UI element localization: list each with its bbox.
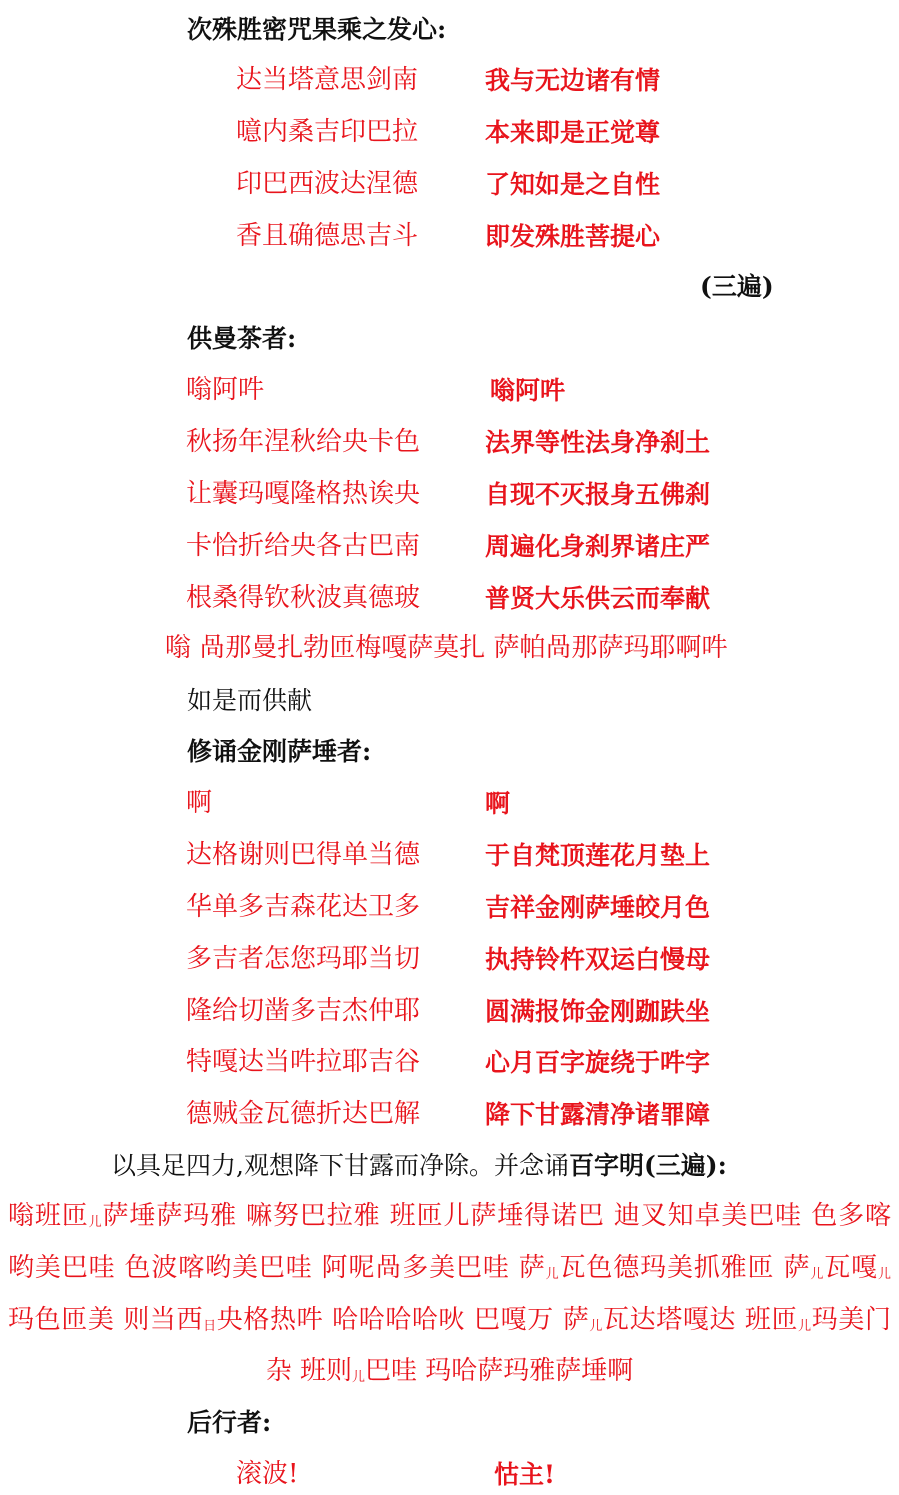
vajrasattva-right-7: 降下甘露清净诸罪障 bbox=[485, 1100, 711, 1129]
section-heading-mandala: 供曼茶者: bbox=[187, 324, 297, 353]
verse-left-1: 达当塔意思剑南 bbox=[236, 65, 419, 95]
mandala-right-1: 嗡阿吽 bbox=[490, 376, 566, 405]
mandala-mantra: 嗡 咼那曼扎勃匝梅嘎萨莫扎 萨帕咼那萨玛耶啊吽 bbox=[165, 633, 728, 663]
mantra-text: 央格热吽 哈哈哈哈吙 巴嘎万 萨 bbox=[216, 1305, 590, 1335]
verse-left-2: 噫内桑吉印巴拉 bbox=[236, 117, 419, 147]
mandala-left-2: 秋扬年涅秋给央卡色 bbox=[186, 427, 421, 457]
mandala-left-1: 嗡阿吽 bbox=[186, 375, 265, 405]
mandala-left-4: 卡恰折给央各古巴南 bbox=[186, 531, 421, 561]
verse-left-3: 印巴西波达涅德 bbox=[236, 169, 419, 199]
mandala-right-2: 法界等性法身净刹土 bbox=[485, 428, 711, 457]
vajrasattva-left-1: 啊 bbox=[186, 788, 213, 818]
mandala-left-3: 让囊玛嘎隆格热诶央 bbox=[186, 479, 421, 509]
conclusion-right: 怙主! bbox=[494, 1460, 555, 1489]
mantra-text: 哟美巴哇 色波喀哟美巴哇 阿呢咼多美巴哇 萨 bbox=[8, 1253, 546, 1283]
offering-note: 如是而供献 bbox=[187, 686, 313, 715]
vajrasattva-right-6: 心月百字旋绕于吽字 bbox=[485, 1048, 711, 1077]
mantra-text: 瓦嘎 bbox=[824, 1253, 878, 1283]
section-heading-bodhicitta: 次殊胜密咒果乘之发心: bbox=[187, 15, 447, 44]
mantra-text: 瓦达塔嘎达 班匝 bbox=[602, 1305, 799, 1335]
mantra-subscript: 儿 bbox=[88, 1215, 103, 1230]
instruction-emphasis: 百字明(三遍): bbox=[568, 1151, 727, 1180]
vajrasattva-right-4: 执持铃杵双运白慢母 bbox=[485, 945, 711, 974]
mantra-text: 巴哇 玛哈萨玛雅萨埵啊 bbox=[365, 1356, 634, 1386]
mandala-left-5: 根桑得钦秋波真德玻 bbox=[186, 583, 421, 613]
vajrasattva-right-5: 圆满报饰金刚跏趺坐 bbox=[485, 997, 711, 1026]
mantra-subscript: 儿 bbox=[545, 1267, 560, 1282]
vajrasattva-left-6: 特嘎达当吽拉耶吉谷 bbox=[186, 1047, 421, 1077]
mantra-text: 嗡班匝 bbox=[8, 1201, 89, 1231]
section-heading-vajrasattva: 修诵金刚萨埵者: bbox=[187, 737, 372, 766]
mantra-text: 瓦色德玛美抓雅匝 萨 bbox=[559, 1253, 811, 1283]
mandala-right-5: 普贤大乐供云而奉献 bbox=[485, 584, 711, 613]
mantra-subscript: 日 bbox=[203, 1319, 217, 1334]
mantra-text: 玛色匝美 则当西 bbox=[8, 1305, 204, 1335]
vajrasattva-left-3: 华单多吉森花达卫多 bbox=[186, 892, 421, 922]
verse-right-3: 了知如是之自性 bbox=[485, 170, 661, 199]
verse-right-2: 本来即是正觉尊 bbox=[485, 118, 661, 147]
mantra-text: 萨埵萨玛雅 嘛努巴拉雅 班匝儿萨埵得诺巴 迪叉知卓美巴哇 色多喀 bbox=[102, 1201, 891, 1231]
hundred-syllable-line-4 bbox=[8, 1358, 891, 1384]
section-heading-conclusion: 后行者: bbox=[187, 1408, 272, 1437]
hundred-syllable-instruction bbox=[111, 1153, 727, 1178]
mantra-text: 玛美门 bbox=[811, 1305, 891, 1335]
hundred-syllable-line-1 bbox=[8, 1203, 891, 1229]
vajrasattva-left-7: 德贼金瓦德折达巴解 bbox=[186, 1099, 421, 1129]
instruction-text: 以具足四力,观想降下甘露而净除。并念诵 bbox=[111, 1151, 569, 1180]
mantra-text: 杂 班则 bbox=[265, 1356, 352, 1386]
mantra-subscript: 儿 bbox=[351, 1370, 365, 1385]
vajrasattva-left-5: 隆给切凿多吉杰仲耶 bbox=[186, 996, 421, 1026]
vajrasattva-left-4: 多吉者怎您玛耶当切 bbox=[186, 944, 421, 974]
vajrasattva-right-2: 于自梵顶莲花月垫上 bbox=[485, 841, 711, 870]
conclusion-left: 滚波! bbox=[236, 1459, 299, 1489]
verse-right-4: 即发殊胜菩提心 bbox=[485, 222, 661, 251]
mandala-right-4: 周遍化身刹界诸庄严 bbox=[485, 532, 711, 561]
mantra-subscript: 儿 bbox=[589, 1319, 603, 1334]
mantra-subscript: 儿 bbox=[810, 1267, 825, 1282]
verse-left-4: 香且确德思吉斗 bbox=[236, 221, 419, 251]
hundred-syllable-line-2 bbox=[8, 1255, 891, 1281]
repeat-note: (三遍) bbox=[700, 272, 774, 301]
hundred-syllable-line-3 bbox=[8, 1307, 891, 1333]
verse-right-1: 我与无边诸有情 bbox=[485, 66, 661, 95]
vajrasattva-right-3: 吉祥金刚萨埵皎月色 bbox=[485, 893, 711, 922]
mandala-right-3: 自现不灭报身五佛刹 bbox=[485, 480, 711, 509]
vajrasattva-right-1: 啊 bbox=[485, 789, 511, 818]
mantra-subscript: 儿 bbox=[877, 1267, 891, 1282]
mantra-subscript: 儿 bbox=[798, 1319, 812, 1334]
vajrasattva-left-2: 达格谢则巴得单当德 bbox=[186, 840, 421, 870]
